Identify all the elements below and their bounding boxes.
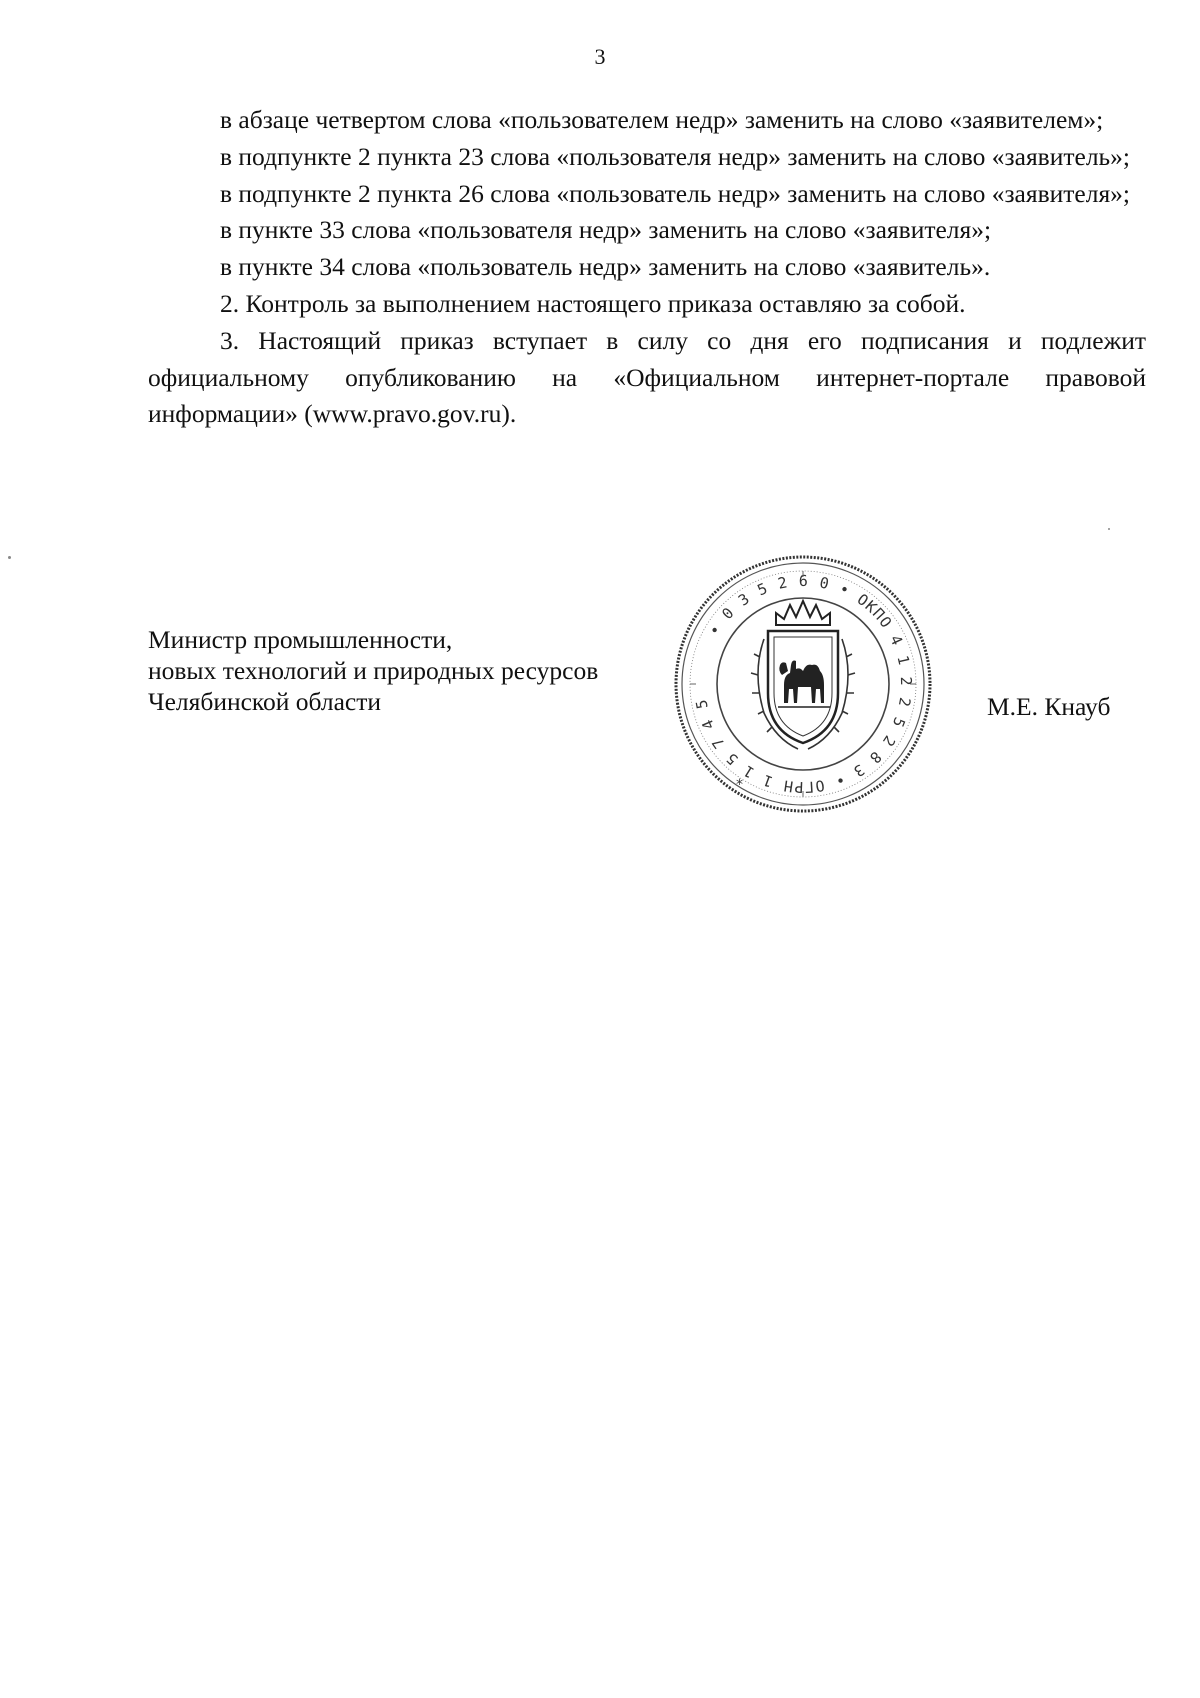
amendment-paragraph: в подпункте 2 пункта 23 слова «пользователя недр» заменить на слово «заявитель»;: [220, 141, 1131, 171]
scan-speck: [8, 556, 11, 559]
signatory-position-line: Министр промышленности,: [148, 625, 453, 654]
effective-date-clause: 3. Настоящий приказ вступает в силу со дня его подписания и подлежит официальному опубликованию на «Официальном интернет-портале правовой информации» (www.pravo.gov.ru).: [148, 325, 1146, 429]
signatory-name: М.Е. Кнауб: [987, 692, 1111, 721]
signatory-position-line: новых технологий и природных ресурсов: [148, 656, 599, 685]
signatory-position: [148, 624, 598, 717]
scan-speck: [1108, 528, 1110, 530]
page-number: 3: [594, 44, 606, 69]
amendment-paragraph: в пункте 33 слова «пользователя недр» заменить на слово «заявителя»;: [220, 215, 992, 245]
svg-text:*: *: [736, 777, 743, 793]
amendment-paragraph: в абзаце четвертом слова «пользователем недр» заменить на слово «заявителем»;: [220, 105, 1104, 134]
signatory-position-line: Челябинской области: [148, 687, 382, 716]
control-clause: 2. Контроль за выполнением настоящего приказа оставляю за собой.: [220, 288, 966, 318]
official-seal-icon: [672, 553, 934, 815]
amendment-paragraph: в подпункте 2 пункта 26 слова «пользователь недр» заменить на слово «заявителя»;: [220, 178, 1131, 208]
document-body: [148, 102, 1146, 433]
amendment-paragraph: в пункте 34 слова «пользователь недр» заменить на слово «заявитель».: [220, 252, 991, 282]
seal-ring-text: • 0 3 5 2 6 0 • ОКПО 4 1 2 2 5 2 8 3 • ОГРН 1 1 5 7 4 5: [692, 571, 916, 797]
